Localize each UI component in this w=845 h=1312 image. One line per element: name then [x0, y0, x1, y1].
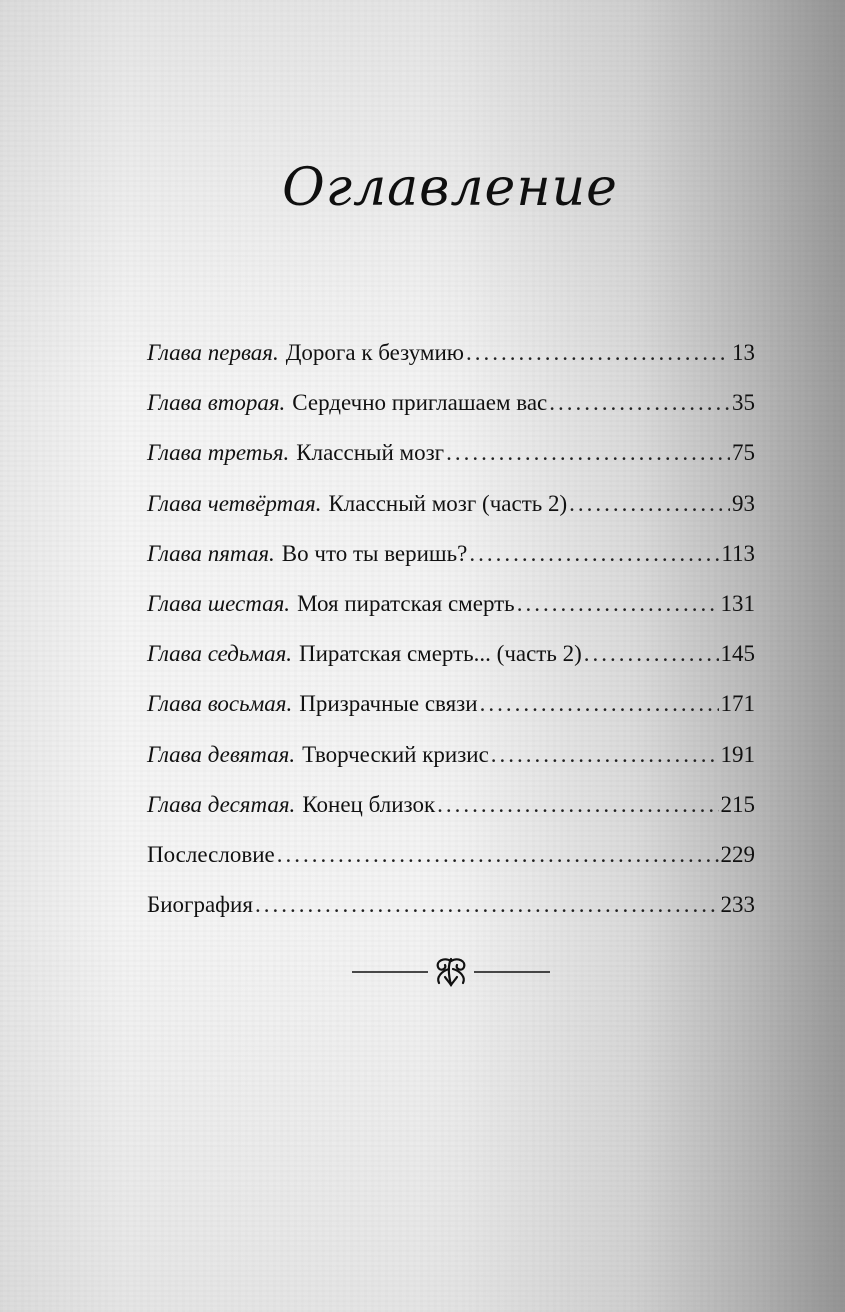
toc-chapter-title: Пиратская смерть... (часть 2)	[299, 641, 582, 667]
toc-chapter-title: Послесловие	[147, 841, 275, 867]
toc-page-number: 145	[720, 641, 755, 667]
page-title: Оглавление	[282, 158, 618, 218]
toc-page-number: 75	[732, 440, 755, 466]
toc-page-number: 171	[720, 691, 755, 717]
toc-page-number: 13	[732, 340, 755, 365]
toc-chapter-number: Глава восьмая.	[147, 691, 293, 717]
toc-page-number: 191	[720, 741, 755, 767]
fleuron-ornament-icon	[352, 955, 550, 989]
toc-entry-9[interactable]	[147, 742, 755, 792]
toc-entry-5[interactable]	[147, 541, 755, 591]
toc-dot-leader	[277, 842, 719, 868]
toc-chapter-number: Глава пятая.	[147, 540, 275, 566]
toc-page-number: 233	[720, 892, 755, 918]
toc-chapter-title: Сердечно приглашаем вас	[292, 390, 548, 416]
toc-page-number: 35	[732, 390, 755, 416]
toc-chapter-title: Классный мозг (часть 2)	[328, 490, 568, 516]
table-of-contents	[147, 340, 755, 942]
toc-chapter-title: Классный мозг	[296, 440, 445, 466]
toc-entry-4[interactable]	[147, 491, 755, 541]
toc-entry-biography[interactable]	[147, 892, 755, 942]
toc-entry-10[interactable]	[147, 792, 755, 842]
toc-page-number: 93	[732, 490, 755, 516]
toc-chapter-title: Во что ты веришь?	[281, 540, 468, 566]
toc-chapter-number: Глава десятая.	[147, 791, 296, 817]
toc-chapter-number: Глава первая.	[147, 340, 279, 365]
toc-entry-3[interactable]	[147, 440, 755, 490]
toc-chapter-title: Творческий кризис	[302, 741, 489, 767]
toc-dot-leader	[569, 491, 730, 517]
toc-dot-leader	[437, 792, 718, 818]
toc-chapter-title: Биография	[147, 892, 253, 918]
toc-page-number: 215	[720, 791, 755, 817]
toc-dot-leader	[517, 591, 719, 617]
toc-dot-leader	[584, 641, 719, 667]
toc-chapter-number: Глава четвёртая.	[147, 490, 322, 516]
toc-chapter-number: Глава шестая.	[147, 590, 291, 616]
toc-entry-8[interactable]	[147, 691, 755, 741]
toc-entry-6[interactable]	[147, 591, 755, 641]
toc-dot-leader	[491, 742, 719, 768]
toc-dot-leader	[446, 440, 730, 466]
toc-dot-leader	[466, 340, 730, 366]
toc-entry-2[interactable]	[147, 390, 755, 440]
toc-chapter-number: Глава вторая.	[147, 390, 286, 416]
toc-chapter-title: Моя пиратская смерть	[297, 590, 515, 616]
toc-dot-leader	[255, 892, 719, 918]
toc-entry-afterword[interactable]	[147, 842, 755, 892]
toc-chapter-title: Конец близок	[302, 791, 436, 817]
toc-page-number: 131	[720, 590, 755, 616]
toc-chapter-title: Дорога к безумию	[285, 340, 464, 365]
toc-entry-1[interactable]	[147, 340, 755, 390]
toc-entry-7[interactable]	[147, 641, 755, 691]
toc-dot-leader	[549, 390, 730, 416]
toc-chapter-number: Глава девятая.	[147, 741, 296, 767]
toc-page-number: 113	[721, 540, 755, 566]
toc-chapter-number: Глава третья.	[147, 440, 290, 466]
toc-page-number: 229	[720, 841, 755, 867]
toc-chapter-title: Призрачные связи	[299, 691, 478, 717]
toc-dot-leader	[469, 541, 719, 567]
toc-chapter-number: Глава седьмая.	[147, 641, 293, 667]
toc-dot-leader	[480, 691, 719, 717]
